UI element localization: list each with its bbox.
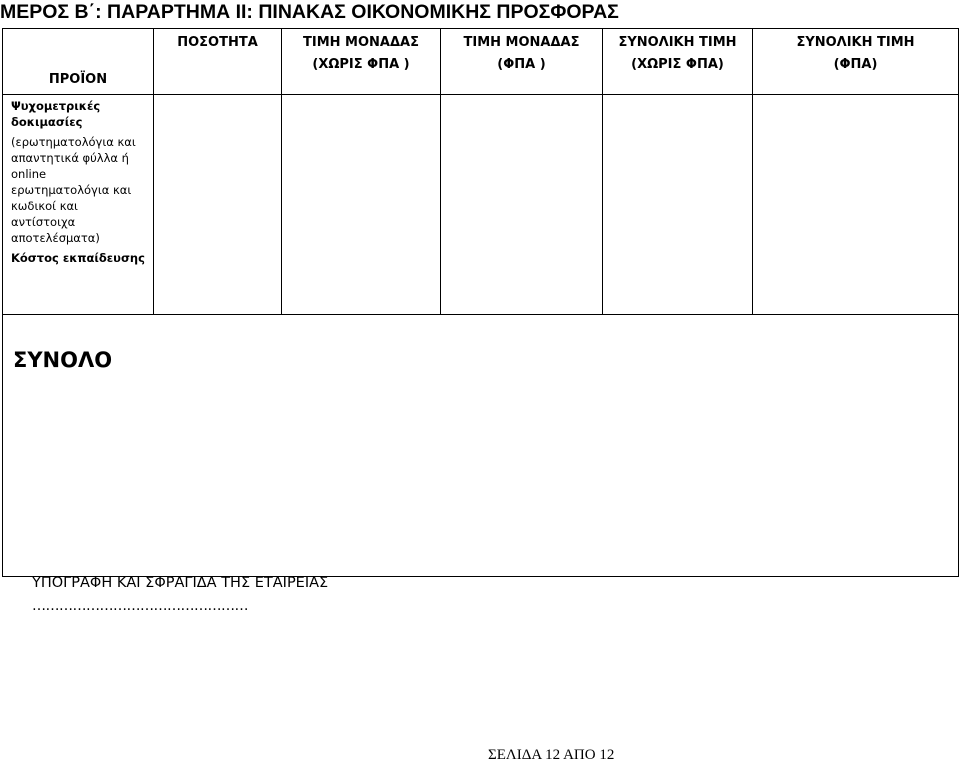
header-total-vat-line2: (ΦΠΑ) bbox=[833, 57, 878, 72]
header-unit-price-no-vat-line1: ΤΙΜΗ ΜΟΝΑΔΑΣ bbox=[303, 35, 419, 50]
header-unit-price-vat bbox=[441, 29, 603, 95]
header-product bbox=[3, 29, 154, 95]
unit-price-vat-cell bbox=[441, 95, 603, 315]
header-unit-price-vat-line1: ΤΙΜΗ ΜΟΝΑΔΑΣ bbox=[463, 35, 580, 50]
signature-line: ………………………………………… bbox=[32, 598, 248, 614]
header-total-vat bbox=[753, 29, 959, 95]
page-number: ΣΕΛΙΔΑ 12 ΑΠΟ 12 bbox=[488, 747, 615, 763]
training-cost-label: Κόστος εκπαίδευσης bbox=[11, 251, 145, 265]
header-product-label: ΠΡΟΪΟΝ bbox=[48, 72, 108, 87]
signature-label: ΥΠΟΓΡΑΦΗ ΚΑΙ ΣΦΡΑΓΙΔΑ ΤΗΣ ΕΤΑΙΡΕΙΑΣ bbox=[32, 575, 329, 591]
financial-offer-table bbox=[2, 28, 959, 577]
product-cell bbox=[3, 95, 154, 315]
header-quantity bbox=[154, 29, 282, 95]
table-row-product bbox=[3, 95, 959, 315]
header-unit-price-vat-line2: (ΦΠΑ ) bbox=[497, 57, 546, 72]
header-total-no-vat-line1: ΣΥΝΟΛΙΚΗ ΤΙΜΗ bbox=[618, 35, 737, 50]
table-header-row bbox=[3, 29, 959, 95]
product-description: (ερωτηματολόγια και απαντητικά φύλλα ή online ερωτηματολόγια και κωδικοί και αντίστοιχα αποτελέσματα) bbox=[11, 135, 136, 245]
total-vat-cell bbox=[753, 95, 959, 315]
total-no-vat-cell bbox=[603, 95, 753, 315]
page-title: ΜΕΡΟΣ Β΄: ΠΑΡΑΡΤΗΜΑ ΙΙ: ΠΙΝΑΚΑΣ ΟΙΚΟΝΟΜΙΚΗΣ ΠΡΟΣΦΟΡΑΣ bbox=[0, 1, 619, 23]
header-total-vat-line1: ΣΥΝΟΛΙΚΗ ΤΙΜΗ bbox=[796, 35, 915, 50]
header-total-no-vat bbox=[603, 29, 753, 95]
quantity-cell bbox=[154, 95, 282, 315]
header-quantity-label: ΠΟΣΟΤΗΤΑ bbox=[177, 35, 258, 50]
header-total-no-vat-line2: (ΧΩΡΙΣ ΦΠΑ) bbox=[631, 57, 724, 72]
unit-price-no-vat-cell bbox=[282, 95, 441, 315]
header-unit-price-no-vat bbox=[282, 29, 441, 95]
total-label: ΣΥΝΟΛΟ bbox=[13, 348, 113, 372]
product-title: Ψυχομετρικές δοκιμασίες bbox=[11, 99, 101, 129]
header-unit-price-no-vat-line2: (ΧΩΡΙΣ ΦΠΑ ) bbox=[312, 57, 410, 72]
table-row-total bbox=[3, 315, 959, 577]
total-cell bbox=[3, 315, 959, 577]
